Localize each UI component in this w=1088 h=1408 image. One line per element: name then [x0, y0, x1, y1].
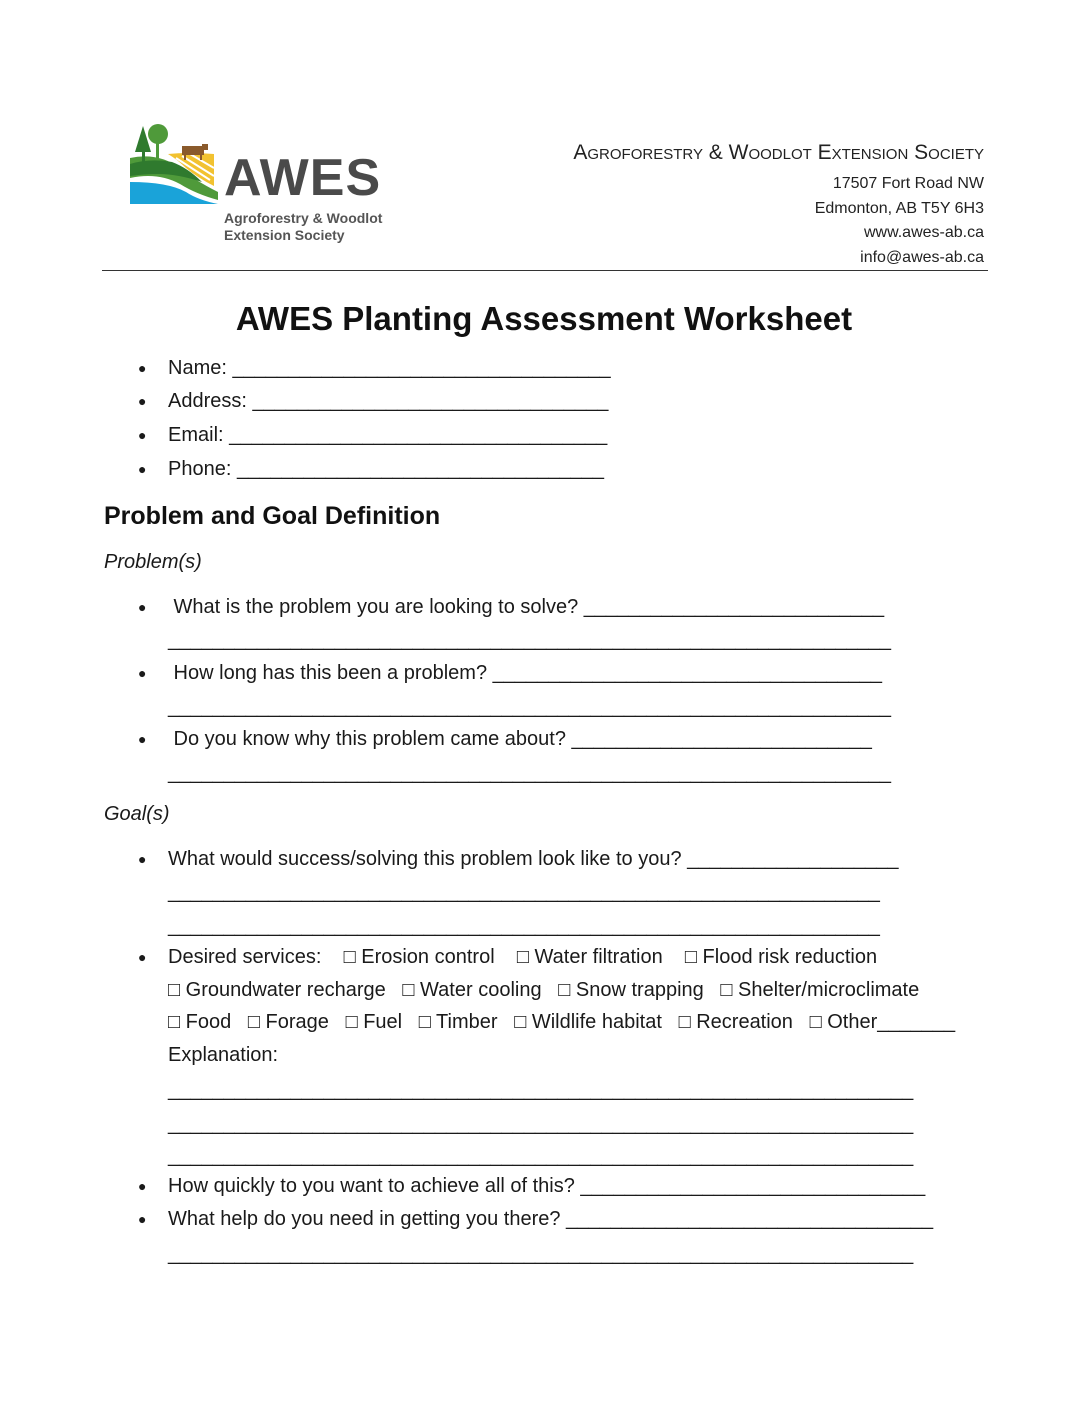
logo-wordmark: AWES [224, 149, 382, 207]
problem-answer-line-2[interactable]: _________________________________________________________________ [168, 696, 891, 718]
explanation-label: Explanation: [168, 1044, 279, 1066]
website-link[interactable]: www.awes-ab.ca [863, 224, 984, 241]
desired-services-row-1[interactable]: Desired services: □ Erosion control □ Water filtration □ Flood risk reduction [168, 946, 878, 968]
bullet-icon: ● [138, 731, 147, 747]
goal-answer-line-3[interactable]: ___________________________________________________________________ [168, 1243, 914, 1265]
awes-logo [128, 122, 390, 248]
street-address: 17507 Fort Road NW [832, 175, 984, 192]
logo-subtitle [224, 210, 382, 244]
explanation-line-3[interactable]: ___________________________________________________________________ [168, 1145, 914, 1167]
organization-info [424, 140, 984, 270]
awes-landscape-icon [128, 122, 224, 206]
logo-subtitle-line-2: Extension Society [224, 227, 345, 243]
phone-field[interactable]: Phone: _________________________________ [168, 458, 605, 480]
explanation-line-2[interactable]: ___________________________________________________________________ [168, 1113, 914, 1135]
email-field[interactable]: Email: __________________________________ [168, 424, 608, 446]
bullet-icon: ● [138, 665, 147, 681]
name-field[interactable]: Name: __________________________________ [168, 357, 611, 379]
page-title: AWES Planting Assessment Worksheet [235, 300, 853, 337]
email-link[interactable]: info@awes-ab.ca [860, 248, 984, 266]
problem-question-1[interactable]: What is the problem you are looking to solve? ___________________________ [168, 596, 885, 618]
header-divider [102, 270, 988, 271]
bullet-icon: ● [138, 851, 147, 867]
problem-answer-line-3[interactable]: _________________________________________________________________ [168, 762, 891, 784]
organization-name: Agroforestry & Woodlot Extension Society [573, 141, 984, 164]
bullet-icon: ● [138, 427, 147, 443]
goal-answer-line-1[interactable]: ________________________________________________________________ [168, 881, 880, 903]
desired-services-row-3[interactable]: □ Food □ Forage □ Fuel □ Timber □ Wildlife habitat □ Recreation □ Other_______ [168, 1011, 956, 1033]
bullet-icon: ● [138, 1178, 147, 1194]
bullet-icon: ● [138, 1211, 147, 1227]
problems-heading: Problem(s) [104, 551, 202, 573]
problem-answer-line-1[interactable]: _________________________________________________________________ [168, 629, 891, 651]
problem-question-3[interactable]: Do you know why this problem came about? ___________________________ [168, 728, 872, 750]
explanation-line-1[interactable]: ___________________________________________________________________ [168, 1079, 914, 1101]
bullet-icon: ● [138, 949, 147, 965]
goal-question-1[interactable]: What would success/solving this problem look like to you? ___________________ [168, 848, 899, 870]
problem-question-2[interactable]: How long has this been a problem? ___________________________________ [168, 662, 882, 684]
goal-question-2[interactable]: How quickly to you want to achieve all of this? _______________________________ [168, 1175, 926, 1197]
goal-question-3[interactable]: What help do you need in getting you there? _________________________________ [168, 1208, 934, 1230]
goal-answer-line-2[interactable]: ________________________________________________________________ [168, 915, 880, 937]
bullet-icon: ● [138, 393, 147, 409]
goals-heading: Goal(s) [104, 803, 170, 825]
city-address: Edmonton, AB T5Y 6H3 [814, 199, 984, 217]
logo-subtitle-line-1: Agroforestry & Woodlot [224, 210, 383, 226]
desired-services-row-2[interactable]: □ Groundwater recharge □ Water cooling □ Snow trapping □ Shelter/microclimate [168, 979, 920, 1001]
bullet-icon: ● [138, 599, 147, 615]
bullet-icon: ● [138, 461, 147, 477]
section-heading: Problem and Goal Definition [104, 502, 441, 530]
address-field[interactable]: Address: ________________________________ [168, 390, 609, 412]
bullet-icon: ● [138, 360, 147, 376]
